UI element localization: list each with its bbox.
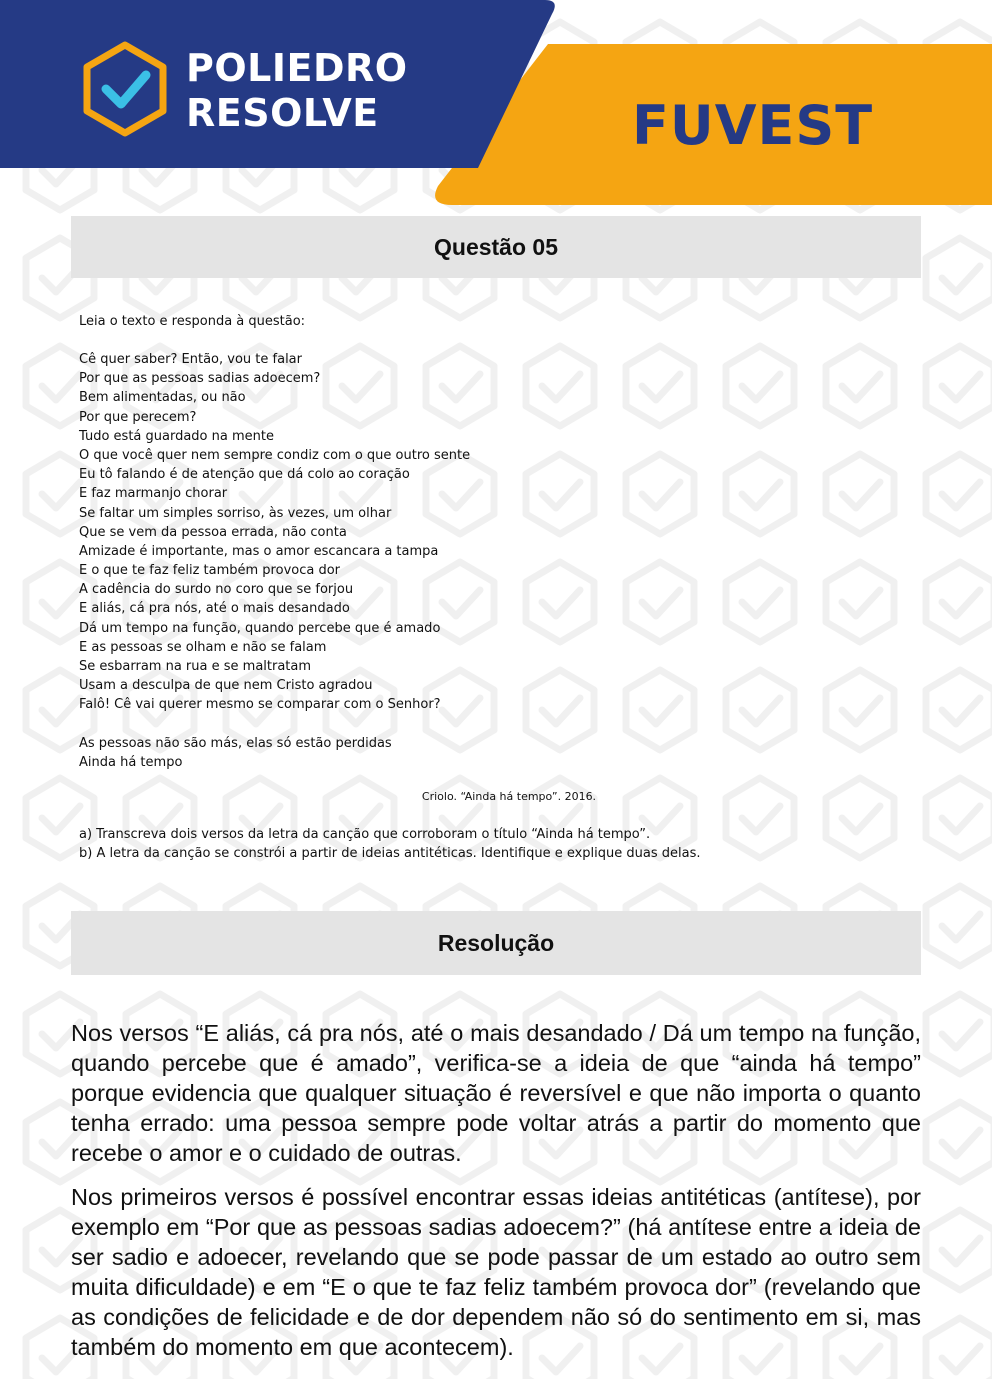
- verse: Usam a desculpa de que nem Cristo agradou: [79, 678, 373, 694]
- verse: As pessoas não são más, elas só estão perdidas: [79, 735, 392, 751]
- lyrics-stanza-2: [79, 734, 919, 772]
- verse: O que você quer nem sempre condiz com o que outro sente: [79, 447, 471, 463]
- brand-title: [186, 46, 408, 136]
- brand-line-1: POLIEDRO: [186, 46, 408, 90]
- lyrics-stanza-1: [79, 350, 919, 715]
- verse: Tudo está guardado na mente: [79, 428, 274, 444]
- verse: A cadência do surdo no coro que se forjou: [79, 582, 354, 598]
- verse: Eu tô falando é de atenção que dá colo ao coração: [79, 467, 410, 483]
- verse: Que se vem da pessoa errada, não conta: [79, 524, 347, 540]
- brand-line-2: RESOLVE: [186, 91, 379, 135]
- verse: E faz marmanjo chorar: [79, 486, 228, 502]
- lyrics-citation: Criolo. “Ainda há tempo”. 2016.: [421, 789, 597, 803]
- verse: Cê quer saber? Então, vou te falar: [79, 352, 302, 367]
- question-item-b: b) A letra da canção se constrói a partir de ideias antitéticas. Identifique e explique duas delas.: [79, 845, 701, 861]
- resolution-paragraph-1: Nos versos “E aliás, cá pra nós, até o mais desandado / Dá um tempo na função, quando percebe que é amado”, verifica-se a ideia de que “ainda há tempo” porque evidencia que qualquer situação é reversível e que não importa o quanto tenha errado: uma pessoa sempre pode voltar atrás a partir do momento que recebe o amor e o cuidado de outras.: [71, 1020, 921, 1166]
- question-intro: Leia o texto e responda à questão:: [79, 314, 306, 329]
- verse: Dá um tempo na função, quando percebe que é amado: [79, 620, 441, 636]
- verse: Ainda há tempo: [79, 754, 183, 770]
- resolution-title: Resolução: [437, 929, 555, 956]
- verse: E as pessoas se olham e não se falam: [79, 639, 327, 655]
- resolution-body: [71, 1018, 921, 1362]
- verse: Por que perecem?: [79, 409, 197, 425]
- verse: Por que as pessoas sadias adoecem?: [79, 371, 321, 387]
- verse: Bem alimentadas, ou não: [79, 390, 246, 406]
- verse: Amizade é importante, mas o amor escancara a tampa: [79, 543, 439, 559]
- question-items: [79, 825, 919, 863]
- question-title-bar: [71, 216, 921, 278]
- exam-title: FUVEST: [632, 94, 874, 157]
- resolution-paragraph-2: Nos primeiros versos é possível encontrar essas ideias antitéticas (antítese), por exemplo em “Por que as pessoas sadias adoecem?” (há antítese entre a ideia de ser sadio e adoecer, revelando que se pode passar de um estado ao outro sem muita dificuldade) e em “E o que te faz feliz também provoca dor” (revelando que as condições de felicidade e de dor dependem não só do sentimento em si, mas também do momento em que acontecem).: [71, 1184, 921, 1360]
- page-header: [0, 0, 992, 205]
- question-title: Questão 05: [434, 233, 558, 260]
- question-statement: [79, 312, 919, 863]
- question-item-a: a) Transcreva dois versos da letra da canção que corroboram o título “Ainda há tempo”.: [79, 826, 651, 842]
- verse: Falô! Cê vai querer mesmo se comparar com o Senhor?: [79, 697, 441, 713]
- verse: E aliás, cá pra nós, até o mais desandado: [79, 601, 350, 617]
- verse: E o que te faz feliz também provoca dor: [79, 563, 341, 579]
- verse: Se esbarram na rua e se maltratam: [79, 659, 312, 674]
- verse: Se faltar um simples sorriso, às vezes, um olhar: [79, 505, 392, 521]
- resolution-title-bar: [71, 911, 921, 975]
